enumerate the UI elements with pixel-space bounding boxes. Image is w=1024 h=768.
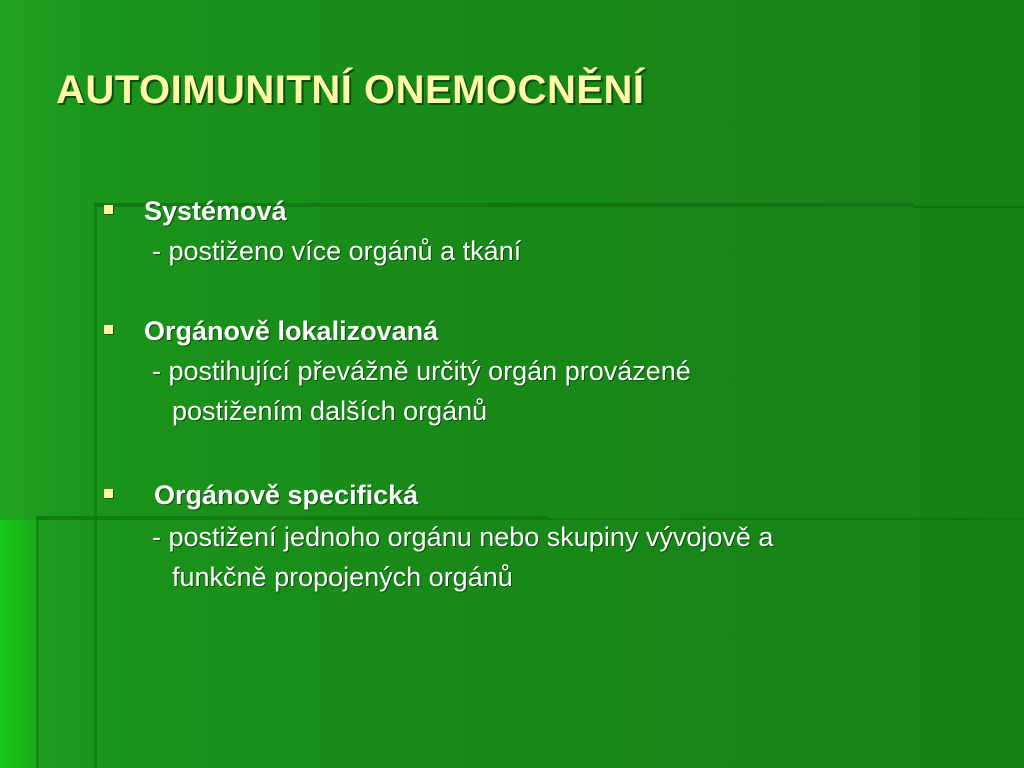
square-bullet-icon (104, 205, 113, 214)
bullet-description-line: - postihující převážně určitý orgán provázené (152, 356, 691, 386)
bullet-heading: Orgánově lokalizovaná (144, 316, 439, 346)
square-bullet-icon (104, 489, 113, 498)
slide-title: AUTOIMUNITNÍ ONEMOCNĚNÍ (56, 68, 645, 112)
background-horizontal-line-middle-right (548, 518, 1024, 520)
bullet-description-line: - postiženo více orgánů a tkání (152, 236, 522, 266)
background-vertical-line-left (36, 518, 39, 768)
background-accent-glow (0, 520, 40, 768)
bullet-description-line: postižením dalších orgánů (172, 396, 488, 426)
bullet-heading: Orgánově specifická (154, 480, 419, 510)
bullet-description-line: - postižení jednoho orgánu nebo skupiny vývojově a (152, 522, 774, 552)
bullet-heading: Systémová (144, 196, 287, 226)
background-vertical-line (94, 204, 97, 768)
bullet-description-line: funkčně propojených orgánů (172, 562, 513, 592)
square-bullet-icon (104, 325, 113, 334)
background-horizontal-line-top-right (914, 206, 1024, 208)
background-horizontal-line-middle (36, 516, 548, 520)
